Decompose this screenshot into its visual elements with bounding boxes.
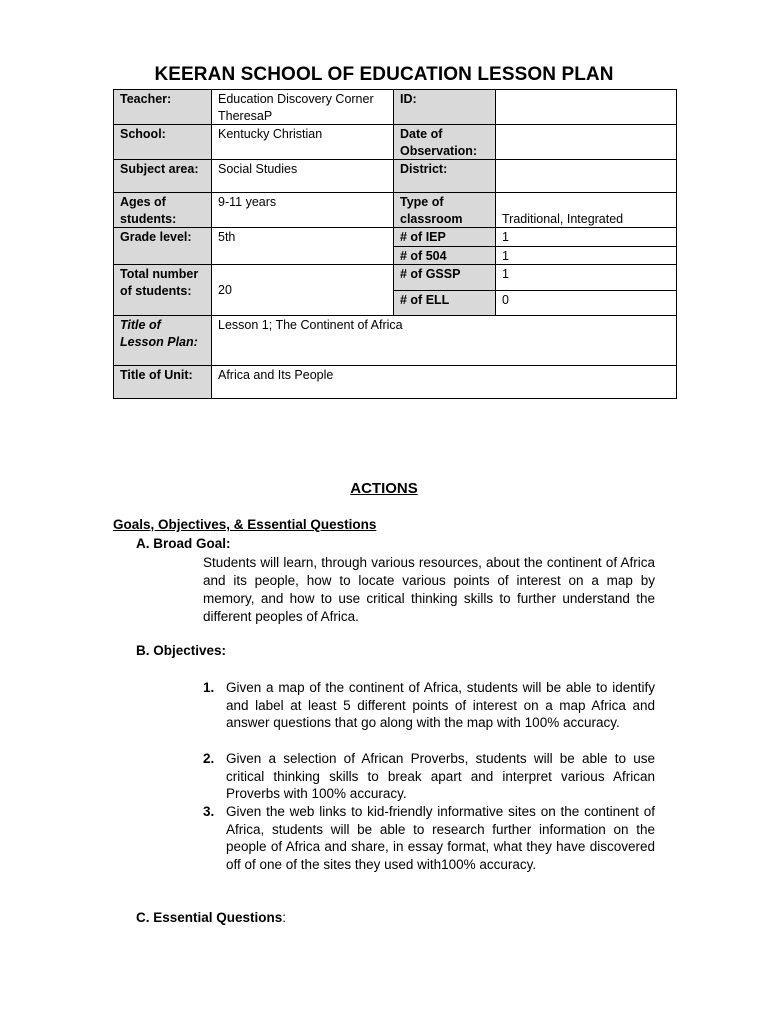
teacher-label: Teacher: xyxy=(114,90,212,125)
objectives-label: B. Objectives: xyxy=(136,643,227,658)
school-label: School: xyxy=(114,125,212,160)
objective-number: 1. xyxy=(203,680,215,695)
objective-text: Given a selection of African Proverbs, students will be able to use critical thinking skills to break apart and interpret various African Proverbs with 100% accuracy. xyxy=(226,751,655,801)
objective-number: 2. xyxy=(203,751,215,766)
objective-text: Given a map of the continent of Africa, students will be able to identify and label at least 5 different points of interest on a map Africa and answer questions that go along with the map with 100% accuracy. xyxy=(226,680,655,730)
504-value: 1 xyxy=(496,246,677,265)
actions-heading: ACTIONS xyxy=(350,480,418,497)
teacher-value: Education Discovery Corner TheresaP xyxy=(212,90,394,125)
date-value xyxy=(496,125,677,160)
ell-value: 0 xyxy=(496,291,677,316)
district-label: District: xyxy=(394,160,496,193)
lesson-info-table xyxy=(113,89,677,399)
broad-goal-label: A. Broad Goal: xyxy=(136,536,231,551)
unit-title-label: Title of Unit: xyxy=(114,366,212,399)
essential-questions-label xyxy=(136,910,286,925)
objective-item xyxy=(203,750,655,803)
objective-number: 3. xyxy=(203,804,215,819)
date-label: Date of Observation: xyxy=(394,125,496,160)
gssp-label: # of GSSP xyxy=(394,265,496,291)
objective-item xyxy=(203,679,655,732)
classroom-value: Traditional, Integrated xyxy=(496,193,677,228)
504-label: # of 504 xyxy=(394,246,496,265)
id-value xyxy=(496,90,677,125)
unit-title-value: Africa and Its People xyxy=(212,366,677,399)
ages-value: 9-11 years xyxy=(212,193,394,228)
essential-questions-colon: : xyxy=(282,910,287,925)
total-students-label: Total number of students: xyxy=(114,265,212,316)
page-title: KEERAN SCHOOL OF EDUCATION LESSON PLAN xyxy=(154,64,614,85)
district-value xyxy=(496,160,677,193)
total-students-value: 20 xyxy=(212,265,394,316)
broad-goal-text: Students will learn, through various resources, about the continent of Africa and its people, how to locate various points of interest on a map by memory, and how to use critical thinking skills to further understand the different peoples of Africa. xyxy=(203,555,655,624)
ell-label: # of ELL xyxy=(394,291,496,316)
id-label: ID: xyxy=(394,90,496,125)
subject-label: Subject area: xyxy=(114,160,212,193)
classroom-label: Type of classroom xyxy=(394,193,496,228)
gssp-value: 1 xyxy=(496,265,677,291)
ages-label: Ages of students: xyxy=(114,193,212,228)
subject-value: Social Studies xyxy=(212,160,394,193)
iep-value: 1 xyxy=(496,228,677,247)
lesson-title-label: Title of Lesson Plan: xyxy=(114,316,212,366)
iep-label: # of IEP xyxy=(394,228,496,247)
objective-text: Given the web links to kid-friendly informative sites on the continent of Africa, students will be able to research further information on the people of Africa and share, in essay format, what they have discovered off of one of the sites they used with100% accuracy. xyxy=(226,804,655,872)
school-value: Kentucky Christian xyxy=(212,125,394,160)
grade-value: 5th xyxy=(212,228,394,265)
objective-item xyxy=(203,803,655,873)
grade-label: Grade level: xyxy=(114,228,212,265)
goals-heading: Goals, Objectives, & Essential Questions xyxy=(113,517,377,532)
essential-questions-title: C. Essential Questions xyxy=(136,910,283,925)
lesson-title-value: Lesson 1; The Continent of Africa xyxy=(212,316,677,366)
